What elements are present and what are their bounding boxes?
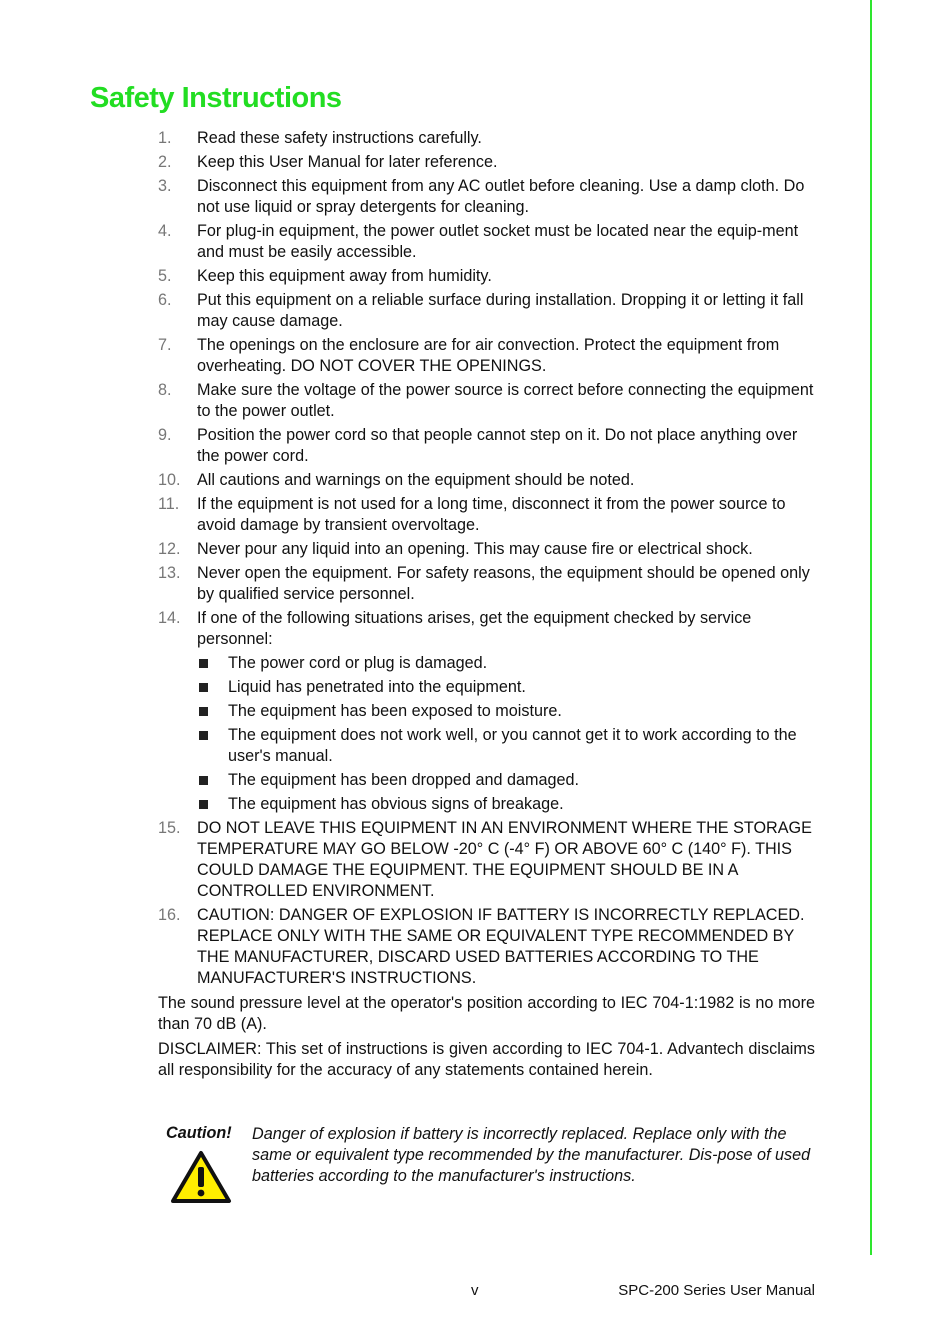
item-number: 8.: [158, 381, 172, 399]
item-text: CAUTION: DANGER OF EXPLOSION IF BATTERY IS INCORRECTLY REPLACED. REPLACE ONLY WITH THE SAME OR EQUIVALENT TYPE RECOMMENDED BY THE MANUFACTURER, DISCARD USED BATTERIES ACCORDING TO THE MANUFACTURER'S INSTRUCTIONS.: [197, 906, 805, 987]
list-item: [158, 905, 815, 989]
item-number: 1.: [158, 129, 172, 147]
item-text: If the equipment is not used for a long time, disconnect it from the power source to avoid damage by transient overvoltage.: [197, 495, 786, 534]
sub-list-item: [197, 653, 815, 674]
sub-list-item: [197, 677, 815, 698]
item-text: DO NOT LEAVE THIS EQUIPMENT IN AN ENVIRONMENT WHERE THE STORAGE TEMPERATURE MAY GO BELOW -20° C (-4° F) OR ABOVE 60° C (140° F). THIS COULD DAMAGE THE EQUIPMENT. THE EQUIPMENT SHOULD BE IN A CONTROLLED ENVIRONMENT.: [197, 819, 812, 900]
item-number: 15.: [158, 819, 181, 837]
sub-item-text: The equipment has been exposed to moisture.: [228, 702, 562, 720]
list-item: [158, 335, 815, 377]
item-text: Never pour any liquid into an opening. This may cause fire or electrical shock.: [197, 540, 753, 558]
item-number: 9.: [158, 426, 172, 444]
list-item: [158, 221, 815, 263]
item-text: Keep this equipment away from humidity.: [197, 267, 492, 285]
list-item: [158, 380, 815, 422]
square-bullet-icon: [199, 776, 208, 785]
sub-list-item: [197, 794, 815, 815]
square-bullet-icon: [199, 659, 208, 668]
item-number: 16.: [158, 906, 181, 924]
item-number: 7.: [158, 336, 172, 354]
instructions-body: [158, 128, 815, 1081]
square-bullet-icon: [199, 707, 208, 716]
manual-name: SPC-200 Series User Manual: [618, 1282, 815, 1299]
item-number: 6.: [158, 291, 172, 309]
sub-item-text: The equipment has obvious signs of breakage.: [228, 795, 564, 813]
list-item: [158, 152, 815, 173]
item-text: Read these safety instructions carefully.: [197, 129, 482, 147]
page-title: Safety Instructions: [90, 82, 342, 114]
item-number: 11.: [158, 495, 180, 513]
item-text: All cautions and warnings on the equipment should be noted.: [197, 471, 635, 489]
situation-list: [197, 653, 815, 815]
list-item: [158, 176, 815, 218]
list-item: [158, 470, 815, 491]
item-text: The openings on the enclosure are for air convection. Protect the equipment from overheating. DO NOT COVER THE OPENINGS.: [197, 336, 780, 375]
list-item: [158, 539, 815, 560]
list-item: [158, 608, 815, 815]
sub-list-item: [197, 770, 815, 791]
sub-list-item: [197, 701, 815, 722]
safety-list: [158, 128, 815, 989]
item-number: 5.: [158, 267, 172, 285]
item-number: 13.: [158, 564, 181, 582]
item-text: Disconnect this equipment from any AC outlet before cleaning. Use a damp cloth. Do not use liquid or spray detergents for cleaning.: [197, 177, 805, 216]
list-item: [158, 494, 815, 536]
sub-item-text: The power cord or plug is damaged.: [228, 654, 488, 672]
sub-item-text: The equipment does not work well, or you cannot get it to work according to the user's manual.: [228, 726, 797, 765]
caution-text: Danger of explosion if battery is incorrectly replaced. Replace only with the same or equivalent type recommended by the manufacturer. Dis-pose of used batteries according to the manufacturer's instructions.: [252, 1125, 811, 1185]
disclaimer-paragraph: DISCLAIMER: This set of instructions is given according to IEC 704-1. Advantech disclaims all responsibility for the accuracy of any statements contained herein.: [158, 1040, 815, 1079]
item-number: 12.: [158, 540, 181, 558]
item-number: 10.: [158, 471, 181, 489]
item-text: Position the power cord so that people cannot step on it. Do not place anything over the power cord.: [197, 426, 798, 465]
page-number: v: [471, 1282, 479, 1299]
list-item: [158, 818, 815, 902]
item-text: If one of the following situations arises, get the equipment checked by service personnel:: [197, 609, 752, 648]
list-item: [158, 290, 815, 332]
list-item: [158, 563, 815, 605]
square-bullet-icon: [199, 683, 208, 692]
list-item: [158, 128, 815, 149]
item-text: Keep this User Manual for later reference.: [197, 153, 498, 171]
item-number: 14.: [158, 609, 181, 627]
sub-item-text: The equipment has been dropped and damaged.: [228, 771, 579, 789]
sub-list-item: [197, 725, 815, 767]
square-bullet-icon: [199, 731, 208, 740]
caution-label: Caution!: [166, 1124, 232, 1142]
margin-accent-rule: [870, 0, 872, 1255]
list-item: [158, 425, 815, 467]
sound-pressure-paragraph: The sound pressure level at the operator's position according to IEC 704-1:1982 is no more than 70 dB (A).: [158, 994, 815, 1033]
item-number: 3.: [158, 177, 172, 195]
square-bullet-icon: [199, 800, 208, 809]
sub-item-text: Liquid has penetrated into the equipment.: [228, 678, 526, 696]
item-text: For plug-in equipment, the power outlet socket must be located near the equip-ment and must be easily accessible.: [197, 222, 799, 261]
item-text: Put this equipment on a reliable surface during installation. Dropping it or letting it fall may cause damage.: [197, 291, 804, 330]
item-number: 2.: [158, 153, 172, 171]
warning-triangle-icon: [170, 1150, 232, 1204]
item-number: 4.: [158, 222, 172, 240]
item-text: Make sure the voltage of the power source is correct before connecting the equipment to the power outlet.: [197, 381, 814, 420]
item-text: Never open the equipment. For safety reasons, the equipment should be opened only by qualified service personnel.: [197, 564, 810, 603]
list-item: [158, 266, 815, 287]
